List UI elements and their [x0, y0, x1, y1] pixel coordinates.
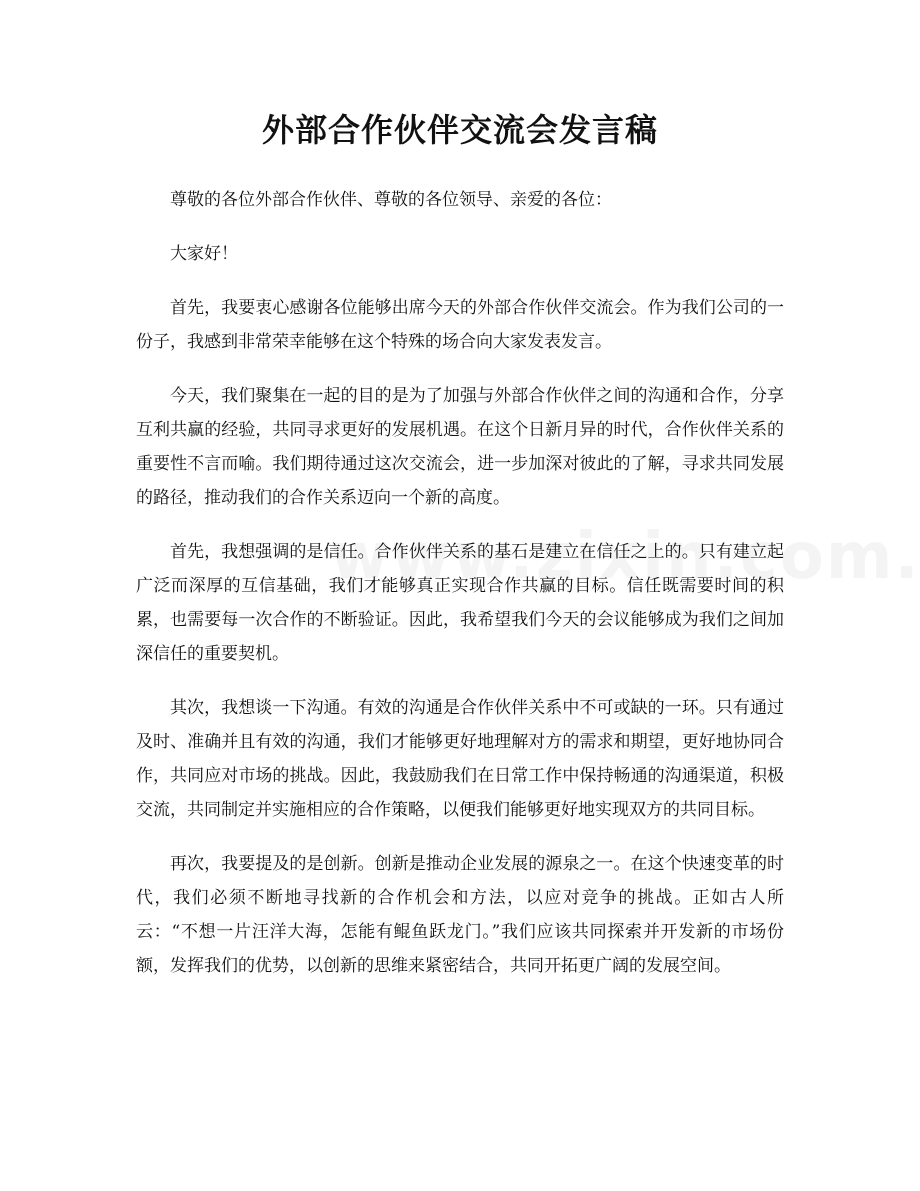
greeting-paragraph: 大家好！	[170, 244, 238, 264]
thanks-paragraph: 首先，我要衷心感谢各位能够出席今天的外部合作伙伴交流会。作为我们公司的一份子，我感到非常荣幸能够在这个特殊的场合向大家发表发言。	[136, 298, 784, 352]
document-body	[136, 183, 784, 1003]
page-title: 外部合作伙伴交流会发言稿	[261, 111, 658, 149]
communication-paragraph: 其次，我想谈一下沟通。有效的沟通是合作伙伴关系中不可或缺的一环。只有通过及时、准确并且有效的沟通，我们才能够更好地理解对方的需求和期望，更好地协同合作，共同应对市场的挑战。因此，我鼓励我们在日常工作中保持畅通的沟通渠道，积极交流，共同制定并实施相应的合作策略，以便我们能够更好地实现双方的共同目标。	[136, 698, 784, 820]
purpose-paragraph: 今天，我们聚集在一起的目的是为了加强与外部合作伙伴之间的沟通和合作，分享互利共赢的经验，共同寻求更好的发展机遇。在这个日新月异的时代，合作伙伴关系的重要性不言而喻。我们期待通过这次交流会，进一步加深对彼此的了解，寻求共同发展的路径，推动我们的合作关系迈向一个新的高度。	[136, 386, 784, 508]
salutation-paragraph: 尊敬的各位外部合作伙伴、尊敬的各位领导、亲爱的各位：	[170, 190, 612, 210]
trust-paragraph: 首先，我想强调的是信任。合作伙伴关系的基石是建立在信任之上的。只有建立起广泛而深厚的互信基础，我们才能够真正实现合作共赢的目标。信任既需要时间的积累，也需要每一次合作的不断验证。因此，我希望我们今天的会议能够成为我们之间加深信任的重要契机。	[136, 542, 784, 664]
innovation-paragraph: 再次，我要提及的是创新。创新是推动企业发展的源泉之一。在这个快速变革的时代，我们必须不断地寻找新的合作机会和方法，以应对竞争的挑战。正如古人所云：“不想一片汪洋大海，怎能有鲲鱼跃龙门。”我们应该共同探索并开发新的市场份额，发挥我们的优势，以创新的思维来紧密结合，共同开拓更广阔的发展空间。	[136, 854, 784, 976]
